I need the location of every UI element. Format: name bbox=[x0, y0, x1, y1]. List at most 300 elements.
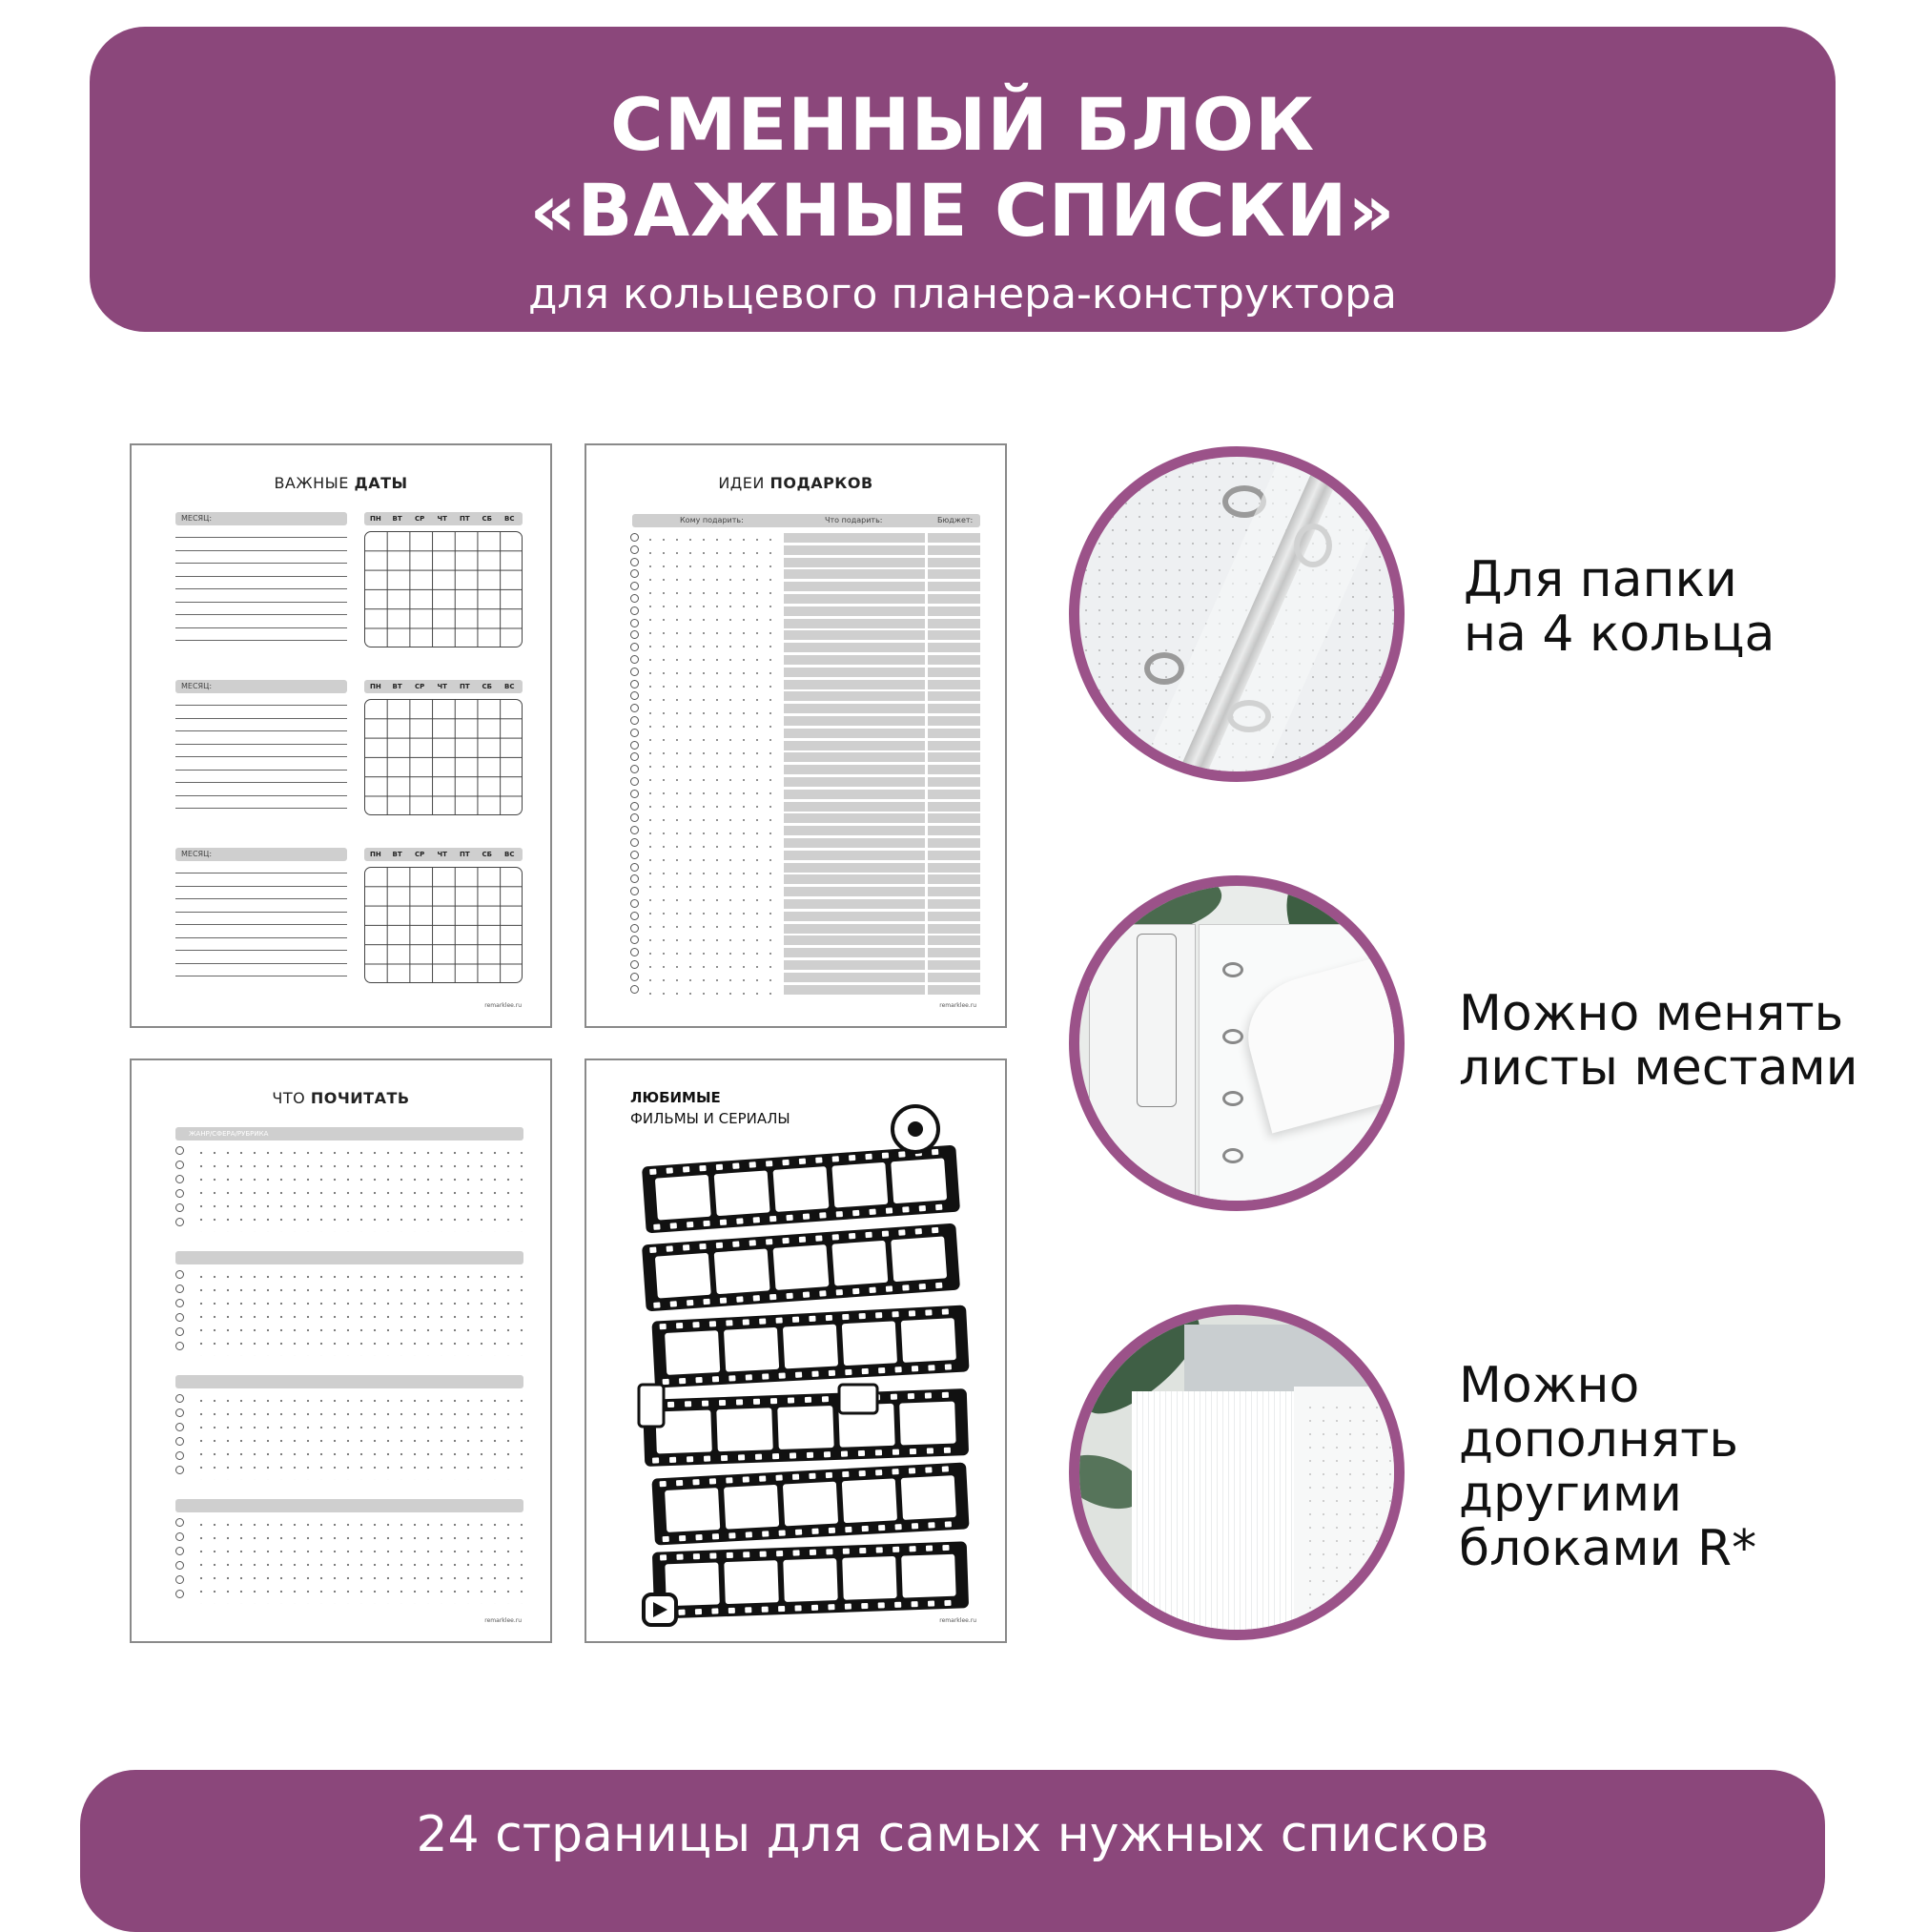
gift-what-cell bbox=[784, 729, 925, 738]
write-line bbox=[175, 730, 347, 731]
page-title-bold: ЛЮБИМЫЕ bbox=[630, 1089, 721, 1106]
gift-budget-cell bbox=[928, 741, 980, 750]
gift-budget-cell bbox=[928, 630, 980, 640]
film-perforation bbox=[869, 1287, 875, 1293]
film-perforation bbox=[862, 1526, 869, 1531]
gift-what-cell bbox=[784, 643, 925, 652]
film-perforation bbox=[712, 1376, 719, 1382]
binder-ring-icon bbox=[1222, 1029, 1243, 1044]
gift-budget-cell bbox=[928, 802, 980, 812]
film-perforation bbox=[766, 1161, 772, 1166]
page-title-light: ФИЛЬМЫ И СЕРИАЛЫ bbox=[630, 1110, 790, 1127]
checkbox-circle bbox=[175, 1203, 184, 1212]
genre-label: ЖАНР/СФЕРА/РУБРИКА bbox=[189, 1130, 269, 1138]
weekday-label: ПТ bbox=[460, 515, 470, 523]
gift-what-cell bbox=[784, 691, 925, 701]
film-perforation bbox=[762, 1531, 769, 1536]
film-perforation bbox=[687, 1300, 693, 1305]
film-perforation bbox=[822, 1396, 829, 1402]
film-perforation bbox=[912, 1523, 918, 1529]
page-title bbox=[132, 1089, 550, 1107]
film-perforation bbox=[828, 1604, 834, 1610]
gift-budget-cell bbox=[928, 545, 980, 555]
film-perforation bbox=[832, 1234, 839, 1240]
film-perforation bbox=[909, 1310, 915, 1316]
film-strip-illustration bbox=[586, 1060, 1007, 1643]
film-perforation bbox=[753, 1399, 760, 1405]
feature-caption-extend bbox=[1459, 1359, 1756, 1576]
gift-what-cell bbox=[784, 985, 925, 995]
film-perforation bbox=[683, 1244, 689, 1250]
film-perforation bbox=[927, 1448, 933, 1453]
calendar-grid bbox=[364, 867, 523, 983]
film-perforation bbox=[849, 1155, 855, 1161]
film-perforation bbox=[912, 1601, 918, 1607]
checkbox-circle bbox=[175, 1423, 184, 1431]
gift-budget-cell bbox=[928, 813, 980, 823]
gift-what-cell bbox=[784, 630, 925, 640]
film-perforation bbox=[782, 1160, 789, 1165]
film-perforation bbox=[811, 1529, 818, 1534]
gift-what-cell bbox=[784, 826, 925, 835]
film-perforation bbox=[925, 1309, 932, 1315]
film-perforation bbox=[670, 1301, 677, 1306]
film-perforation bbox=[786, 1293, 792, 1299]
film-frame bbox=[724, 1560, 779, 1604]
film-perforation bbox=[878, 1525, 885, 1531]
gift-budget-cell bbox=[928, 594, 980, 604]
gift-what-cell bbox=[784, 741, 925, 750]
gift-budget-cell bbox=[928, 569, 980, 579]
film-perforation bbox=[716, 1164, 723, 1170]
page-footer: remarklee.ru bbox=[484, 1617, 522, 1624]
checkbox-circle bbox=[630, 887, 639, 895]
film-perforation bbox=[683, 1166, 689, 1172]
gift-budget-cell bbox=[928, 716, 980, 726]
page-preview-favorite-movies bbox=[585, 1058, 1007, 1643]
gift-budget-cell bbox=[928, 838, 980, 848]
film-frame bbox=[716, 1408, 773, 1451]
film-perforation bbox=[743, 1319, 749, 1325]
gift-what-cell bbox=[784, 582, 925, 591]
film-perforation bbox=[795, 1372, 802, 1378]
film-perforation bbox=[876, 1547, 883, 1552]
film-perforation bbox=[687, 1222, 693, 1227]
film-perforation bbox=[660, 1324, 667, 1329]
film-perforation bbox=[732, 1162, 739, 1168]
gift-what-cell bbox=[784, 765, 925, 774]
film-frame bbox=[891, 1158, 947, 1203]
film-frame bbox=[842, 1478, 897, 1523]
page-subtitle: для кольцевого планера-конструктора bbox=[528, 270, 1397, 319]
drink-cup-icon bbox=[639, 1385, 664, 1427]
film-perforation bbox=[932, 1227, 938, 1233]
film-perforation bbox=[728, 1375, 735, 1381]
film-perforation bbox=[678, 1610, 685, 1615]
gift-what-cell bbox=[784, 973, 925, 982]
gift-budget-cell bbox=[928, 704, 980, 713]
gift-what-cell bbox=[784, 924, 925, 934]
month-label: МЕСЯЦ: bbox=[181, 850, 213, 858]
dot-grid bbox=[195, 1146, 523, 1232]
film-perforation bbox=[663, 1536, 669, 1542]
film-perforation bbox=[709, 1478, 716, 1484]
gift-what-cell bbox=[784, 558, 925, 567]
film-frame bbox=[665, 1488, 720, 1532]
gift-budget-cell bbox=[928, 582, 980, 591]
checkbox-circle bbox=[175, 1437, 184, 1446]
film-perforation bbox=[865, 1154, 872, 1160]
film-perforation bbox=[667, 1402, 674, 1408]
write-line bbox=[175, 718, 347, 719]
checkbox-circle bbox=[630, 948, 639, 956]
film-perforation bbox=[942, 1466, 949, 1471]
weekday-label: ВС bbox=[504, 515, 515, 523]
film-perforation bbox=[669, 1457, 676, 1463]
caption-line: листы местами bbox=[1459, 1039, 1858, 1097]
film-perforation bbox=[894, 1367, 901, 1372]
checkbox-circle bbox=[175, 1408, 184, 1417]
gift-budget-cell bbox=[928, 790, 980, 799]
film-perforation bbox=[792, 1474, 799, 1480]
checkbox-circle bbox=[630, 680, 639, 689]
film-perforation bbox=[792, 1550, 799, 1555]
film-perforation bbox=[843, 1549, 850, 1554]
checkbox-circle bbox=[175, 1561, 184, 1570]
weekday-label: СБ bbox=[482, 851, 492, 858]
film-frame bbox=[783, 1558, 838, 1602]
caption-line: блоками R* bbox=[1459, 1520, 1757, 1577]
gift-budget-cell bbox=[928, 558, 980, 567]
film-perforation bbox=[746, 1531, 752, 1537]
write-line bbox=[175, 756, 347, 757]
gift-what-cell bbox=[784, 790, 925, 799]
film-perforation bbox=[805, 1397, 811, 1403]
photo-swap-sheets bbox=[1069, 875, 1405, 1211]
film-perforation bbox=[716, 1243, 723, 1248]
checkbox-circle bbox=[175, 1394, 184, 1403]
write-line bbox=[175, 950, 347, 951]
film-perforation bbox=[894, 1602, 901, 1608]
write-line bbox=[175, 937, 347, 938]
film-frame bbox=[783, 1325, 838, 1369]
checkbox-circle bbox=[175, 1146, 184, 1155]
film-perforation bbox=[755, 1454, 762, 1460]
film-perforation bbox=[790, 1452, 796, 1458]
gift-what-cell bbox=[784, 752, 925, 762]
checkbox-circle bbox=[175, 1518, 184, 1527]
film-perforation bbox=[692, 1479, 699, 1485]
film-perforation bbox=[944, 1600, 951, 1606]
gift-budget-cell bbox=[928, 935, 980, 945]
film-perforation bbox=[778, 1606, 785, 1612]
title-light: ЧТО bbox=[272, 1089, 311, 1107]
checkbox-circle bbox=[630, 851, 639, 859]
checkbox-circle bbox=[630, 874, 639, 883]
film-perforation bbox=[928, 1365, 934, 1370]
checkbox-circle bbox=[175, 1342, 184, 1350]
checkbox-circle bbox=[630, 777, 639, 786]
film-perforation bbox=[749, 1240, 756, 1245]
film-perforation bbox=[660, 1554, 667, 1560]
gift-budget-cell bbox=[928, 729, 980, 738]
photo-dot-paper bbox=[1303, 1401, 1405, 1639]
gift-budget-cell bbox=[928, 874, 980, 884]
film-perforation bbox=[845, 1527, 851, 1532]
film-perforation bbox=[679, 1378, 686, 1384]
genre-bar bbox=[175, 1499, 523, 1512]
film-perforation bbox=[776, 1551, 783, 1556]
film-perforation bbox=[829, 1370, 835, 1376]
gift-what-cell bbox=[784, 680, 925, 689]
film-perforation bbox=[829, 1528, 835, 1533]
title-light: ИДЕИ bbox=[718, 474, 770, 492]
film-frame bbox=[714, 1248, 770, 1294]
checkbox-circle bbox=[630, 863, 639, 872]
film-perforation bbox=[852, 1210, 859, 1216]
film-perforation bbox=[809, 1316, 815, 1322]
header-banner bbox=[90, 27, 1836, 332]
gift-dot-grid bbox=[644, 533, 777, 998]
write-line bbox=[175, 627, 347, 628]
gift-budget-cell bbox=[928, 973, 980, 982]
film-perforation bbox=[720, 1298, 727, 1304]
gift-budget-cell bbox=[928, 643, 980, 652]
film-perforation bbox=[736, 1296, 743, 1302]
checkbox-circle bbox=[630, 985, 639, 994]
film-perforation bbox=[859, 1313, 866, 1319]
film-perforation bbox=[699, 1243, 706, 1249]
film-perforation bbox=[858, 1450, 865, 1456]
write-line bbox=[175, 614, 347, 615]
gift-budget-cell bbox=[928, 765, 980, 774]
film-perforation bbox=[759, 1475, 766, 1481]
weekday-label: СБ bbox=[482, 515, 492, 523]
film-perforation bbox=[912, 1366, 918, 1371]
checkbox-circle bbox=[630, 716, 639, 725]
checkbox-circle bbox=[175, 1466, 184, 1474]
write-line bbox=[175, 924, 347, 925]
gift-what-cell bbox=[784, 569, 925, 579]
film-perforation bbox=[826, 1549, 832, 1554]
checkbox-circle bbox=[630, 935, 639, 944]
dot-grid bbox=[195, 1518, 523, 1604]
write-line bbox=[175, 808, 347, 809]
film-perforation bbox=[807, 1452, 813, 1458]
film-perforation bbox=[786, 1215, 792, 1221]
col-what: Что подарить: bbox=[825, 516, 883, 524]
film-perforation bbox=[667, 1167, 673, 1173]
photo-binder-rings bbox=[1069, 446, 1405, 782]
film-perforation bbox=[770, 1398, 777, 1404]
page-preview-important-dates bbox=[130, 443, 552, 1028]
film-perforation bbox=[743, 1552, 749, 1557]
film-perforation bbox=[775, 1475, 782, 1481]
film-perforation bbox=[736, 1399, 743, 1405]
film-perforation bbox=[878, 1367, 885, 1373]
film-perforation bbox=[942, 1392, 949, 1398]
caption-line: другими bbox=[1459, 1466, 1682, 1523]
film-perforation bbox=[902, 1206, 909, 1212]
gift-budget-cell bbox=[928, 960, 980, 970]
film-perforation bbox=[892, 1469, 898, 1474]
film-perforation bbox=[891, 1394, 897, 1400]
checkbox-circle bbox=[630, 704, 639, 712]
write-line bbox=[175, 770, 347, 771]
film-perforation bbox=[865, 1232, 872, 1238]
film-perforation bbox=[845, 1369, 851, 1375]
dot-grid bbox=[195, 1394, 523, 1480]
gift-budget-cell bbox=[928, 899, 980, 909]
film-perforation bbox=[932, 1149, 938, 1155]
film-strip-segment bbox=[642, 1223, 960, 1312]
film-perforation bbox=[819, 1212, 826, 1218]
film-perforation bbox=[779, 1530, 786, 1535]
page-title bbox=[586, 474, 1005, 492]
film-reel-hub bbox=[908, 1121, 923, 1137]
film-perforation bbox=[944, 1448, 951, 1453]
binder-ring-icon bbox=[1222, 962, 1243, 977]
film-perforation bbox=[653, 1223, 660, 1229]
weekday-label: ВС bbox=[504, 683, 515, 690]
film-perforation bbox=[815, 1157, 822, 1162]
checkbox-circle bbox=[630, 558, 639, 566]
checkbox-circle bbox=[630, 668, 639, 676]
film-perforation bbox=[746, 1374, 752, 1380]
checkbox-circle bbox=[630, 960, 639, 969]
checkbox-circle bbox=[175, 1299, 184, 1307]
caption-line: на 4 кольца bbox=[1464, 606, 1775, 663]
film-perforation bbox=[925, 1392, 932, 1398]
checkbox-circle bbox=[630, 826, 639, 834]
film-perforation bbox=[759, 1318, 766, 1324]
binder-ring-icon bbox=[1222, 1091, 1243, 1106]
film-strip-segment bbox=[643, 1388, 969, 1467]
gift-what-cell bbox=[784, 704, 925, 713]
film-perforation bbox=[832, 1156, 839, 1161]
binder-ring-icon bbox=[1222, 1148, 1243, 1163]
film-frame bbox=[842, 1556, 897, 1600]
write-line bbox=[175, 873, 347, 874]
film-perforation bbox=[695, 1609, 702, 1614]
caption-line: Можно менять bbox=[1459, 985, 1844, 1042]
weekday-label: СР bbox=[415, 851, 425, 858]
popcorn-icon bbox=[839, 1385, 877, 1413]
film-perforation bbox=[875, 1312, 882, 1318]
checkbox-circle bbox=[630, 899, 639, 908]
gift-budget-cell bbox=[928, 752, 980, 762]
checkbox-circle bbox=[175, 1327, 184, 1336]
film-perforation bbox=[663, 1379, 669, 1385]
film-perforation bbox=[892, 1311, 898, 1317]
month-label: МЕСЯЦ: bbox=[181, 682, 213, 690]
film-perforation bbox=[799, 1237, 806, 1243]
checkbox-circle bbox=[630, 655, 639, 664]
film-perforation bbox=[826, 1315, 832, 1321]
film-perforation bbox=[928, 1522, 934, 1528]
film-perforation bbox=[649, 1169, 656, 1175]
gift-what-cell bbox=[784, 935, 925, 945]
page-preview-gift-ideas bbox=[585, 443, 1007, 1028]
film-perforation bbox=[909, 1546, 915, 1552]
gift-budget-cell bbox=[928, 655, 980, 665]
calendar-grid bbox=[364, 699, 523, 815]
film-perforation bbox=[875, 1470, 882, 1475]
caption-line: Можно bbox=[1459, 1357, 1640, 1414]
film-perforation bbox=[699, 1165, 706, 1171]
feature-caption-rings bbox=[1464, 553, 1775, 662]
checkbox-circle bbox=[630, 569, 639, 578]
film-perforation bbox=[753, 1295, 760, 1301]
film-perforation bbox=[745, 1607, 751, 1613]
checkbox-circle bbox=[630, 790, 639, 798]
write-line bbox=[175, 963, 347, 964]
weekday-label: ЧТ bbox=[437, 515, 447, 523]
checkbox-circle bbox=[630, 582, 639, 590]
film-perforation bbox=[869, 1209, 875, 1215]
gift-what-cell bbox=[784, 533, 925, 543]
film-perforation bbox=[882, 1153, 889, 1159]
film-perforation bbox=[803, 1291, 810, 1297]
checkbox-circle bbox=[630, 606, 639, 615]
film-perforation bbox=[935, 1204, 942, 1210]
film-perforation bbox=[811, 1605, 818, 1611]
page-title bbox=[132, 474, 550, 492]
film-perforation bbox=[702, 1401, 708, 1407]
page-footer: remarklee.ru bbox=[939, 1617, 976, 1624]
write-line bbox=[175, 576, 347, 577]
weekday-label: СР bbox=[415, 515, 425, 523]
feature-caption-swap bbox=[1459, 987, 1858, 1096]
weekday-label: ПН bbox=[370, 851, 381, 858]
film-perforation bbox=[915, 1228, 922, 1234]
weekday-label: ЧТ bbox=[437, 851, 447, 858]
film-perforation bbox=[945, 1364, 952, 1369]
checkbox-circle bbox=[175, 1189, 184, 1198]
film-perforation bbox=[902, 1285, 909, 1290]
write-line bbox=[175, 563, 347, 564]
film-perforation bbox=[709, 1552, 716, 1558]
film-frame bbox=[891, 1236, 947, 1282]
gift-what-cell bbox=[784, 668, 925, 677]
film-perforation bbox=[811, 1371, 818, 1377]
page-title-line2: «ВАЖНЫЕ СПИСКИ» bbox=[529, 168, 1396, 253]
film-perforation bbox=[894, 1524, 901, 1530]
checkbox-circle bbox=[630, 533, 639, 542]
film-perforation bbox=[736, 1218, 743, 1223]
film-perforation bbox=[815, 1235, 822, 1241]
film-perforation bbox=[859, 1548, 866, 1553]
film-perforation bbox=[766, 1239, 772, 1244]
weekday-label: СБ bbox=[482, 683, 492, 690]
film-perforation bbox=[824, 1451, 831, 1457]
film-perforation bbox=[704, 1456, 710, 1462]
weekday-label: ПТ bbox=[460, 683, 470, 690]
film-perforation bbox=[794, 1605, 801, 1611]
gift-what-cell bbox=[784, 716, 925, 726]
film-perforation bbox=[687, 1456, 693, 1462]
film-perforation bbox=[728, 1608, 735, 1613]
write-line bbox=[175, 705, 347, 706]
film-perforation bbox=[782, 1238, 789, 1243]
film-perforation bbox=[910, 1449, 916, 1454]
film-perforation bbox=[762, 1607, 769, 1613]
checkbox-circle bbox=[630, 752, 639, 761]
film-perforation bbox=[732, 1241, 739, 1246]
film-strip-segment bbox=[651, 1305, 969, 1387]
film-perforation bbox=[861, 1603, 868, 1609]
film-perforation bbox=[749, 1161, 756, 1167]
